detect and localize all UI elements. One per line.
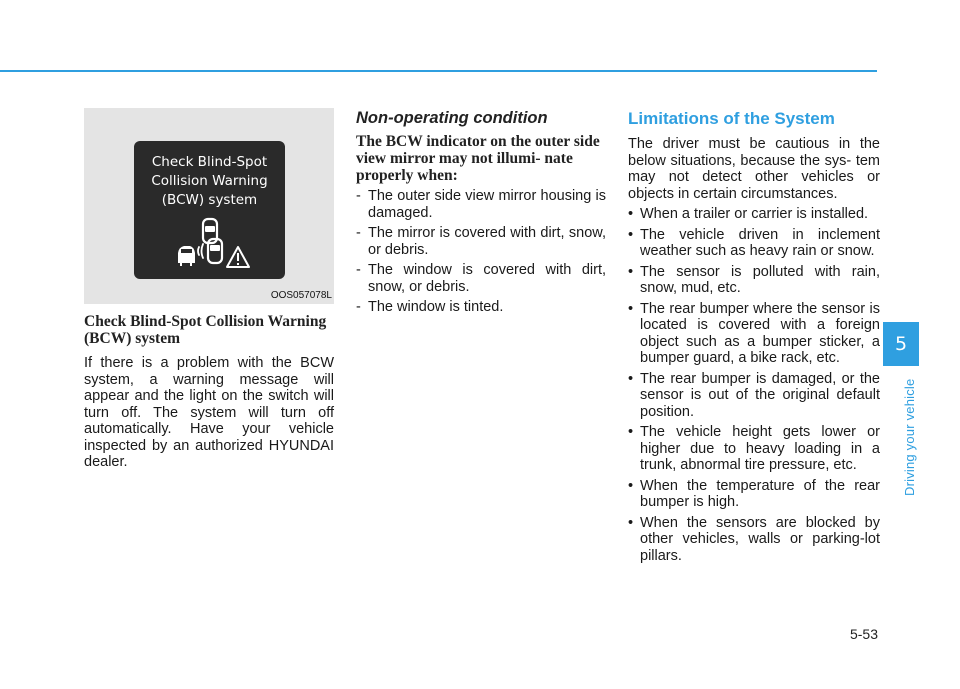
cluster-message-line-1: Check Blind-Spot — [151, 154, 268, 170]
bcw-warning-icon — [174, 217, 254, 273]
limitations-list — [628, 206, 880, 564]
chapter-tab[interactable]: 5 — [883, 322, 919, 366]
page-number: 5-53 — [849, 626, 878, 642]
bcw-body-text: If there is a problem with the BCW system, a warning message will appear and the light on the switch will turn off. The system will turn off automatically. Have your vehicle inspected by an authorized HYUNDAI dealer. — [84, 355, 334, 470]
list-item: • When a trailer or carrier is installed. — [628, 206, 880, 223]
list-item: • When the temperature of the rear bumper is high. — [628, 478, 880, 511]
limitations-intro: The driver must be cautious in the below situations, because the sys- tem may not detect other vehicles or objects in certain circumstances. — [628, 136, 880, 202]
section-heading-limitations: Limitations of the System — [628, 109, 835, 128]
section-heading-non-operating: Non-operating condition — [356, 109, 548, 127]
list-item: • The sensor is polluted with rain, snow, mud, etc. — [628, 264, 880, 297]
list-item: - The window is covered with dirt, snow, or debris. — [356, 262, 606, 295]
figure-code: OOS057078L — [270, 290, 332, 301]
cluster-display — [134, 141, 285, 279]
cluster-figure — [84, 108, 334, 304]
list-item: • The rear bumper is damaged, or the sensor is out of the original default position. — [628, 371, 880, 421]
chapter-title: Driving your vehicle — [902, 378, 917, 496]
list-item: - The window is tinted. — [356, 299, 606, 316]
list-item: • The vehicle height gets lower or higher due to heavy loading in a trunk, abnormal tire pressure, etc. — [628, 424, 880, 474]
list-item: • When the sensors are blocked by other vehicles, walls or parking-lot pillars. — [628, 515, 880, 565]
list-item: - The mirror is covered with dirt, snow, or debris. — [356, 225, 606, 258]
cluster-message-line-3: (BCW) system — [161, 192, 258, 208]
header-rule — [0, 70, 877, 72]
column-2 — [356, 108, 606, 320]
section-heading-bcw: Check Blind-Spot Collision Warning (BCW) system — [84, 313, 327, 347]
non-operating-subheading: The BCW indicator on the outer side view mirror may not illumi- nate properly when: — [356, 133, 600, 184]
column-1 — [84, 108, 334, 471]
cluster-message-line-2: Collision Warning — [151, 173, 268, 189]
list-item: • The rear bumper where the sensor is located is covered with a foreign object such as a bumper sticker, a bumper guard, a bike rack, etc. — [628, 301, 880, 367]
column-3 — [628, 108, 880, 568]
list-item: • The vehicle driven in inclement weather such as heavy rain or snow. — [628, 227, 880, 260]
cluster-message — [134, 153, 285, 210]
list-item: - The outer side view mirror housing is damaged. — [356, 188, 606, 221]
non-operating-list — [356, 188, 606, 316]
